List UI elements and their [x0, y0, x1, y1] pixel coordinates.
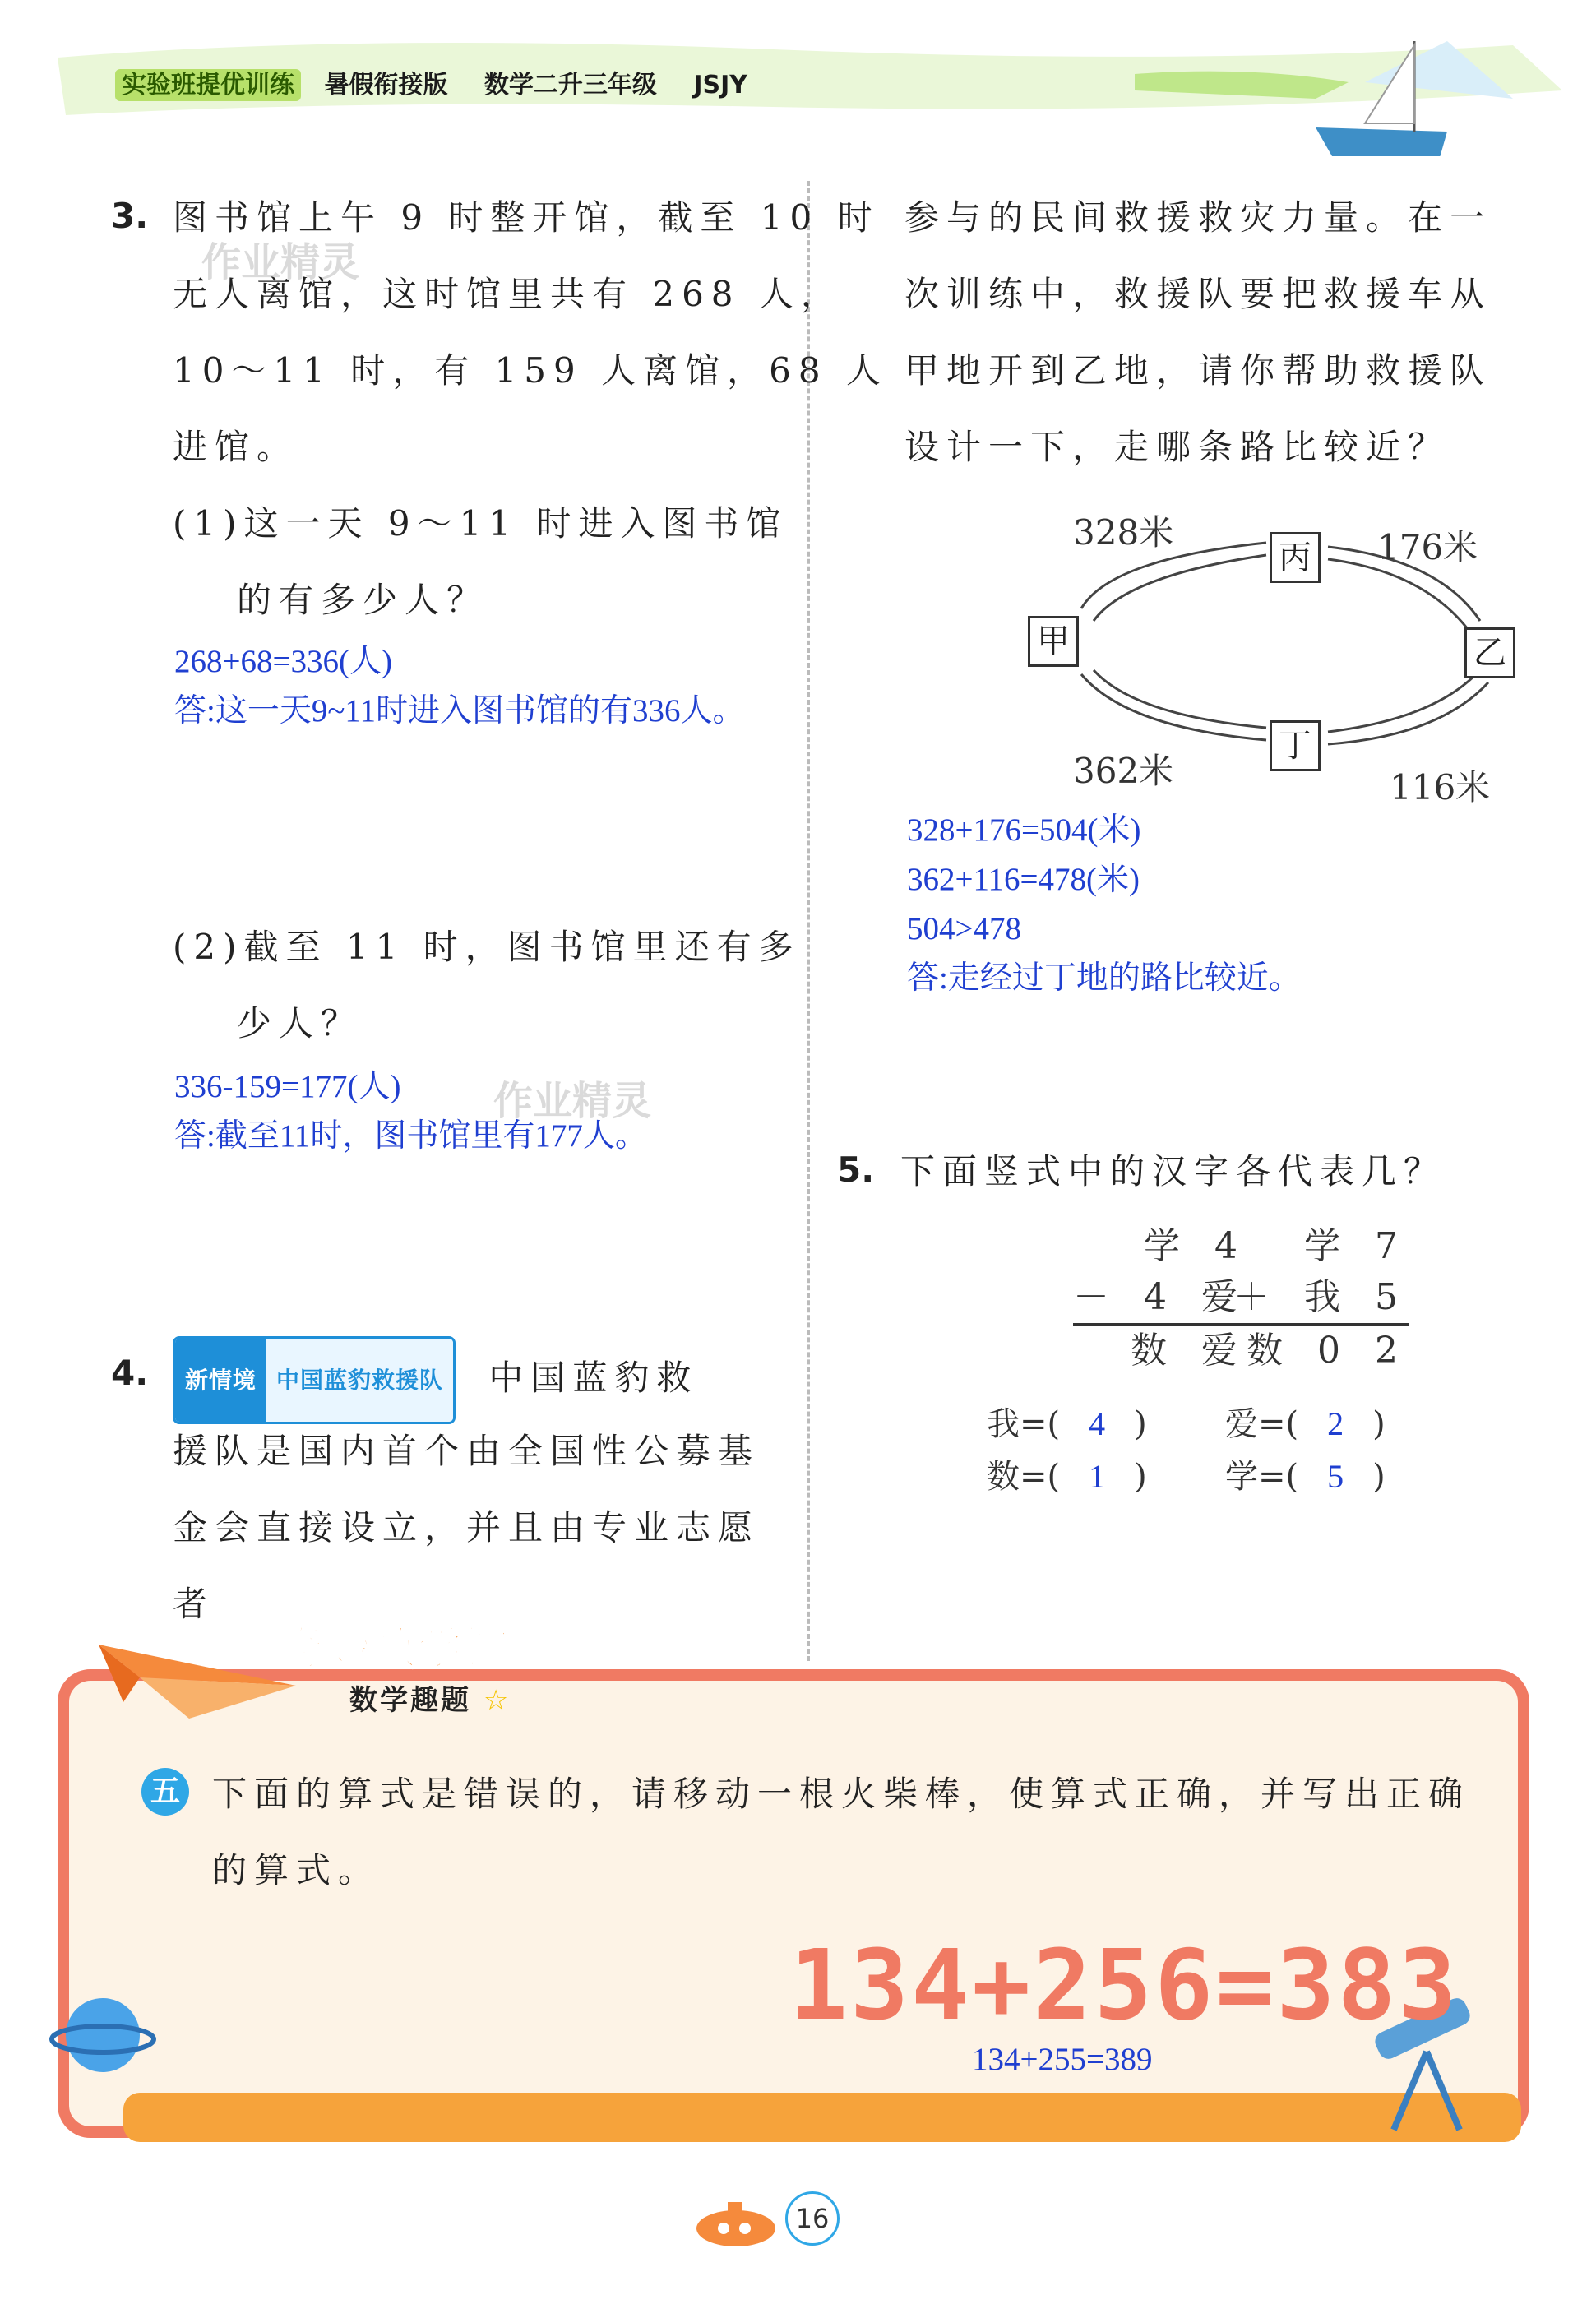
series-brand: 实验班提优训练 — [115, 69, 301, 101]
header-title — [115, 64, 747, 100]
club-answer: 134+255=389 — [972, 2042, 1153, 2077]
panel-scroll-bar — [123, 2093, 1521, 2142]
fill-ai: 爱=( 2 ) — [1225, 1405, 1386, 1443]
answer-3-part2: 336-159=177(人) 答:截至11时，图书馆里有177人。 — [174, 1069, 647, 1154]
question-4-continued: 参与的民间救援救灾力量。在一 次训练中，救援队要把救援车从 甲地开到乙地，请你帮助救援队 设计一下，走哪条路比较近？ — [904, 197, 1492, 467]
question-number-4: 4. — [111, 1353, 149, 1393]
question-4-text: 援队是国内首个由全国性公募基 金会直接设立，并且由专业志愿 者 — [173, 1431, 761, 1624]
question-5-text: 下面竖式中的汉字各代表几？ — [900, 1151, 1446, 1191]
question-3-part1: (1)这一天 9～11 时进入图书馆 的有多少人？ — [173, 503, 789, 620]
question-4-first-line: 新情境 中国蓝豹救援队 中国蓝豹救 — [173, 1336, 698, 1424]
fill-xue: 学=( 5 ) — [1225, 1458, 1386, 1496]
watermark: 作业精灵 — [493, 1078, 652, 1124]
watermark: 作业精灵 — [201, 239, 360, 285]
question-number-5: 5. — [837, 1150, 875, 1190]
vertical-addition: 学 7 ＋ 我 5 数 0 2 — [1233, 1225, 1409, 1372]
planet-icon — [49, 1982, 156, 2089]
answer-4: 328+176=504(米) 362+116=478(米) 504>478 答:走经过丁地的路比较近。 — [907, 812, 1301, 996]
question-3-part2: (2)截至 11 时，图书馆里还有多 少人？ — [173, 927, 801, 1043]
edition-label: 暑假衔接版 — [324, 71, 448, 99]
paper-plane-icon — [90, 1595, 304, 1735]
star-icon: ☆ — [483, 1684, 511, 1717]
question-number-3: 3. — [111, 196, 149, 236]
page-number: 16 — [785, 2191, 840, 2246]
club-problem-text: 下面的算式是错误的，请移动一根火柴棒，使算式正确，并写出正确 的算式。 — [212, 1774, 1471, 1890]
place-bing: 丙 — [1270, 532, 1321, 583]
problem-badge: 五 — [141, 1768, 189, 1816]
place-jia: 甲 — [1028, 616, 1079, 667]
vertical-subtraction: 学 4 － 4 爱 数 爱 — [1073, 1225, 1249, 1372]
answer-3-part1: 268+68=336(人) 答:这一天9~11时进入图书馆的有336人。 — [174, 644, 745, 729]
version-label: JSJY — [693, 71, 748, 99]
place-ding: 丁 — [1270, 720, 1321, 771]
section-title: 奇妙数学馆 — [280, 1622, 510, 1674]
subject-label: 数学二升三年级 — [483, 71, 657, 99]
fill-wo: 我=( 4 ) — [987, 1405, 1147, 1443]
matchstick-equation: 134+256=383 — [789, 1928, 1460, 2042]
distance-jia-ding: 362米 — [1073, 751, 1174, 791]
submarine-icon — [691, 2179, 781, 2253]
scenario-tag: 新情境 中国蓝豹救援队 — [173, 1336, 456, 1424]
distance-jia-bing: 328米 — [1073, 512, 1174, 553]
distance-bing-yi: 176米 — [1377, 527, 1478, 567]
section-subtitle: 数学趣题 ☆ — [349, 1684, 511, 1717]
place-yi: 乙 — [1464, 627, 1515, 678]
distance-ding-yi: 116米 — [1390, 767, 1491, 807]
fill-shu: 数=( 1 ) — [987, 1458, 1147, 1496]
question-3-text: 图书馆上午 9 时整开馆，截至 10 时 无人离馆，这时馆里共有 268 人， 10～11 时，有 159 人离馆，68 人 进馆。 — [173, 197, 888, 467]
